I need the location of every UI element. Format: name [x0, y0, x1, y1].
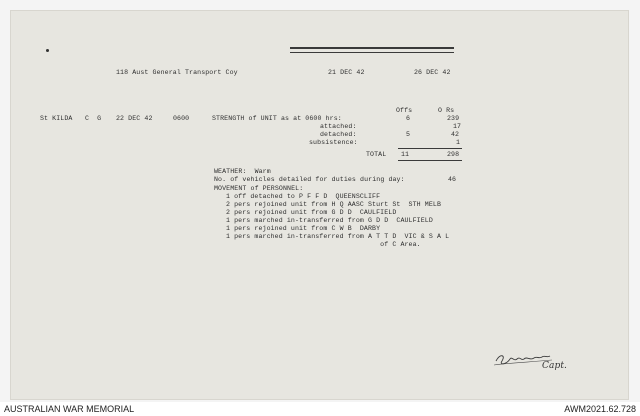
movement-line: 2 pers rejoined unit from G D D CAULFIELD [226, 209, 397, 216]
signature-rank: Capt. [542, 361, 567, 371]
movement-line: 1 pers marched in-transferred from G D D CAULFIELD [226, 217, 433, 224]
movement-title: MOVEMENT of PERSONNEL: [214, 185, 304, 192]
attached-label: attached: [320, 123, 357, 130]
attached-ors-value: 17 [453, 123, 462, 130]
detached-officers-value: 5 [406, 131, 411, 138]
movement-line: 1 pers marched in-transferred from A T T D VIC & S A L [226, 233, 450, 240]
total-officers-value: 11 [401, 151, 410, 158]
movement-line: of C Area. [226, 241, 421, 248]
unit-name: 118 Aust General Transport Coy [116, 69, 238, 76]
footer-accession-number: AWM2021.62.728 [564, 404, 636, 414]
strength-label: STRENGTH of UNIT as at 0600 hrs: [212, 115, 342, 122]
period-end-date: 26 DEC 42 [414, 69, 451, 76]
footer-institution: AUSTRALIAN WAR MEMORIAL [4, 404, 135, 414]
footer-bar [0, 402, 640, 416]
movement-line: 1 off detached to P F F D QUEENSCLIFF [226, 193, 381, 200]
entry-code: C G [85, 115, 102, 122]
strength-officers-value: 6 [406, 115, 411, 122]
weather-line: WEATHER: Warm [214, 168, 271, 175]
strength-ors-value: 239 [447, 115, 460, 122]
ink-speck [46, 49, 49, 52]
col-other-ranks-heading: O Rs [438, 107, 455, 114]
header-rule-top [290, 47, 454, 49]
total-ors-value: 298 [447, 151, 460, 158]
total-rule-top [398, 148, 462, 149]
header-rule-bottom [290, 52, 454, 53]
subsistence-label: subsistence: [309, 139, 358, 146]
entry-time: 0600 [173, 115, 190, 122]
col-officers-heading: Offs [396, 107, 413, 114]
total-rule-bottom [398, 160, 462, 161]
period-start-date: 21 DEC 42 [328, 69, 365, 76]
entry-place: St KILDA [40, 115, 73, 122]
detached-ors-value: 42 [451, 131, 460, 138]
movement-line: 2 pers rejoined unit from H Q AASC Sturt St STH MELB [226, 201, 442, 208]
vehicles-label: No. of vehicles detailed for duties during day: [214, 176, 405, 183]
vehicles-value: 46 [448, 176, 457, 183]
subsistence-ors-value: 1 [456, 139, 461, 146]
detached-label: detached: [320, 131, 357, 138]
movement-line: 1 pers rejoined unit from C W B DARBY [226, 225, 381, 232]
total-label: TOTAL [366, 151, 387, 158]
entry-date: 22 DEC 42 [116, 115, 153, 122]
